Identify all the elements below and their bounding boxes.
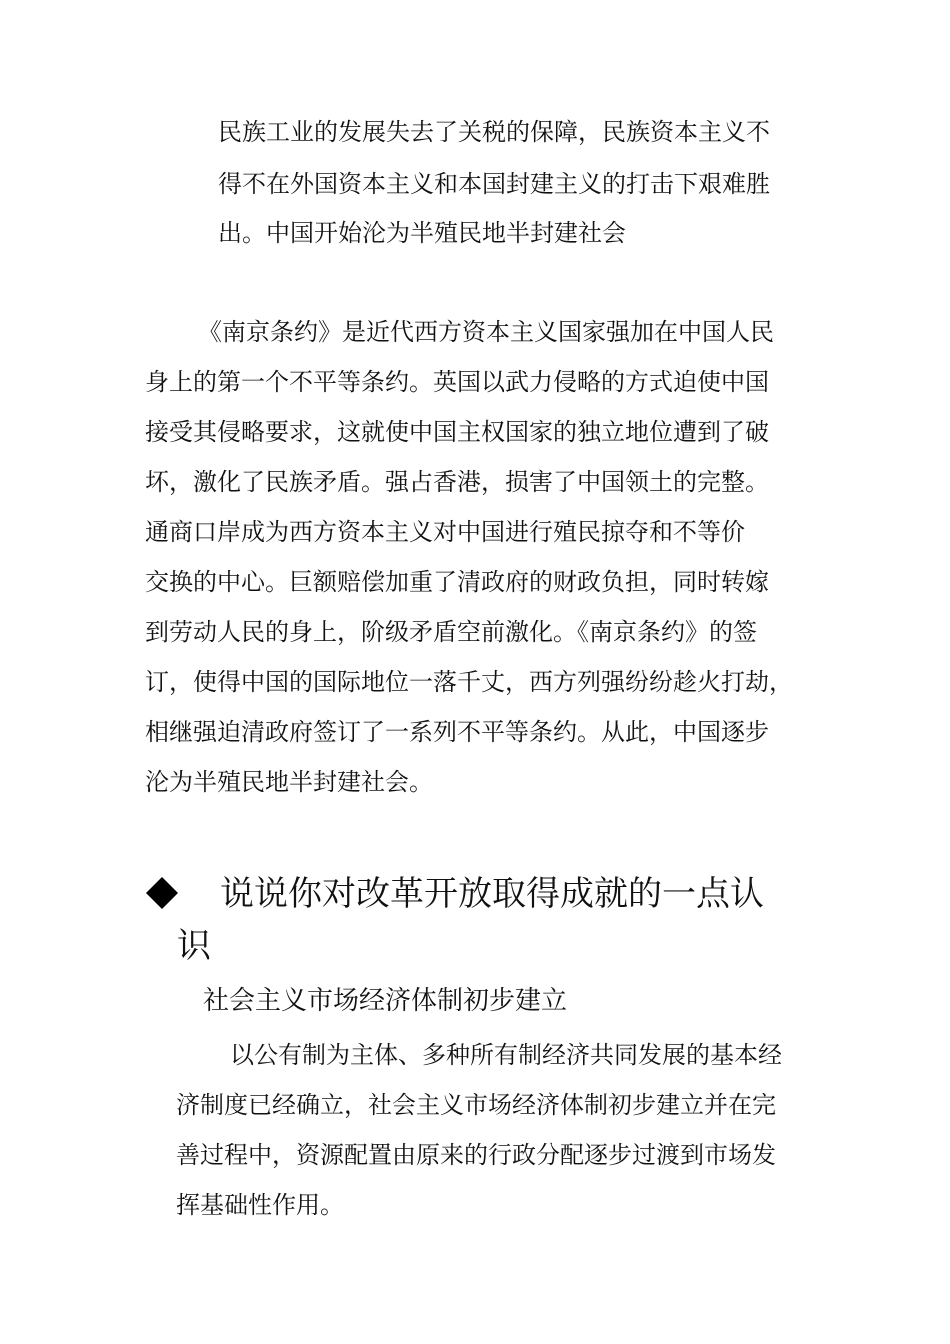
sub-heading: 社会主义市场经济体制初步建立 (203, 986, 568, 1016)
text-line: 民族工业的发展失去了关税的保障，民族资本主义不 (218, 118, 770, 146)
text-line: 坏，激化了民族矛盾。强占香港，损害了中国领土的完整。 (145, 468, 769, 496)
text-line: 交换的中心。巨额赔偿加重了清政府的财政负担，同时转嫁 (145, 568, 769, 596)
heading-line-2: 识 (177, 926, 211, 966)
text-line: 得不在外国资本主义和本国封建主义的打击下艰难胜 (218, 170, 770, 198)
text-line: 沦为半殖民地半封建社会。 (145, 768, 433, 796)
text-line: 出。中国开始沦为半殖民地半封建社会 (218, 219, 626, 247)
text-line: 善过程中，资源配置由原来的行政分配逐步过渡到市场发 (176, 1141, 776, 1169)
text-line: 订，使得中国的国际地位一落千丈，西方列强纷纷趁火打劫， (145, 668, 793, 696)
text-line: 济制度已经确立，社会主义市场经济体制初步建立并在完 (176, 1091, 776, 1119)
text-line: 挥基础性作用。 (176, 1191, 344, 1219)
text-line: 《南京条约》是近代西方资本主义国家强加在中国人民 (198, 318, 774, 346)
text-line: 身上的第一个不平等条约。英国以武力侵略的方式迫使中国 (145, 368, 769, 396)
diamond-bullet-icon (145, 876, 179, 910)
text-line: 相继强迫清政府签订了一系列不平等条约。从此，中国逐步 (145, 718, 769, 746)
text-line: 通商口岸成为西方资本主义对中国进行殖民掠夺和不等价 (145, 518, 745, 546)
text-line: 以公有制为主体、多种所有制经济共同发展的基本经 (230, 1041, 782, 1069)
text-line: 到劳动人民的身上，阶级矛盾空前激化。《南京条约》的签 (145, 618, 757, 646)
text-line: 接受其侵略要求，这就使中国主权国家的独立地位遭到了破 (145, 418, 769, 446)
section-heading (145, 870, 825, 970)
heading-line-1: 说说你对改革开放取得成就的一点认 (220, 874, 764, 914)
